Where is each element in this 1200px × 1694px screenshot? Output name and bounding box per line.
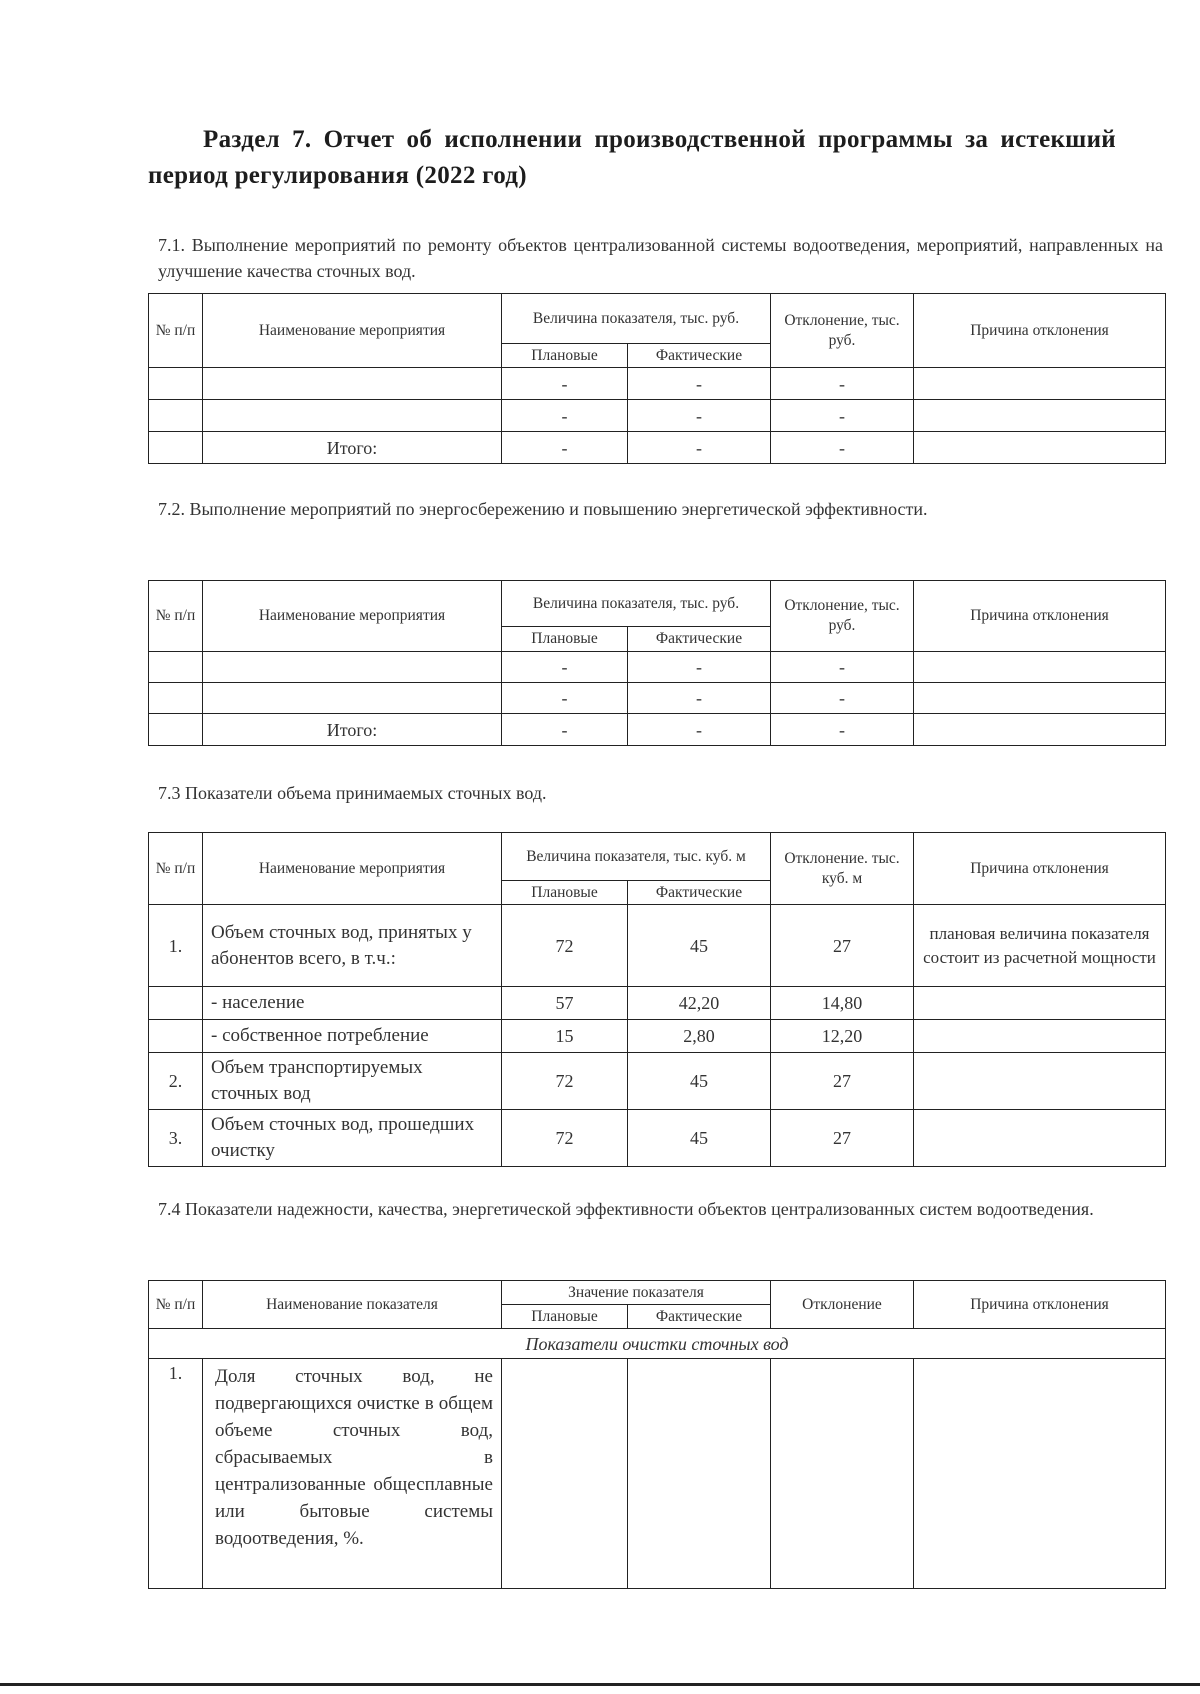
row-dev: 27 bbox=[771, 905, 914, 987]
section-title: Раздел 7. Отчет об исполнении производственной программы за истекший период регулирования (2022 год) bbox=[148, 126, 1116, 189]
row-fact: 45 bbox=[628, 1053, 771, 1110]
page-bottom-border bbox=[0, 1683, 1200, 1686]
s74-col-num: № п/п bbox=[149, 1281, 203, 1329]
row-reason bbox=[914, 1110, 1166, 1167]
s73-col-value: Величина показателя, тыс. куб. м bbox=[502, 833, 771, 881]
row-fact: 42,20 bbox=[628, 987, 771, 1020]
row-dev: - bbox=[771, 368, 914, 400]
row-fact bbox=[628, 1359, 771, 1589]
table-row bbox=[149, 368, 1166, 400]
total-row bbox=[149, 432, 1166, 464]
s71-col-reason: Причина отклонения bbox=[914, 294, 1166, 368]
s74-col-dev: Отклонение bbox=[771, 1281, 914, 1329]
row-name bbox=[203, 652, 502, 683]
total-fact: - bbox=[628, 714, 771, 746]
row-plan: - bbox=[502, 683, 628, 714]
row-name bbox=[203, 400, 502, 432]
s72-col-reason: Причина отклонения bbox=[914, 581, 1166, 652]
s71-col-value: Величина показателя, тыс. руб. bbox=[502, 294, 771, 344]
s74-col-fact: Фактические bbox=[628, 1305, 771, 1329]
table-row bbox=[149, 905, 1166, 987]
table-row bbox=[149, 1359, 1166, 1589]
total-fact: - bbox=[628, 432, 771, 464]
s72-heading: 7.2. Выполнение мероприятий по энергосбережению и повышению энергетической эффективности. bbox=[158, 499, 928, 519]
row-name: Объем сточных вод, прошедших очистку bbox=[203, 1110, 502, 1167]
row-fact: - bbox=[628, 683, 771, 714]
s71-col-dev: Отклонение, тыс. руб. bbox=[771, 294, 914, 368]
row-reason bbox=[914, 368, 1166, 400]
total-reason bbox=[914, 432, 1166, 464]
s72-col-value: Величина показателя, тыс. руб. bbox=[502, 581, 771, 627]
row-reason bbox=[914, 987, 1166, 1020]
row-name: Доля сточных вод, не подвергающихся очистке в общем объеме сточных вод, сбрасываемых в централизованные общесплавные или бытовые системы водоотведения, %. bbox=[203, 1359, 502, 1589]
row-plan: 72 bbox=[502, 1110, 628, 1167]
row-dev bbox=[771, 1359, 914, 1589]
row-plan: - bbox=[502, 652, 628, 683]
row-name: - население bbox=[203, 987, 502, 1020]
row-reason bbox=[914, 1053, 1166, 1110]
row-num bbox=[149, 1020, 203, 1053]
row-reason bbox=[914, 683, 1166, 714]
row-plan: - bbox=[502, 400, 628, 432]
s71-table bbox=[148, 293, 1166, 464]
s74-heading: 7.4 Показатели надежности, качества, энергетической эффективности объектов централизованных систем водоотведения. bbox=[158, 1199, 1094, 1219]
s72-table bbox=[148, 580, 1166, 746]
table-row bbox=[149, 987, 1166, 1020]
row-num bbox=[149, 368, 203, 400]
s73-col-name: Наименование мероприятия bbox=[203, 833, 502, 905]
row-num bbox=[149, 400, 203, 432]
total-dev: - bbox=[771, 714, 914, 746]
table-row bbox=[149, 400, 1166, 432]
row-fact: 45 bbox=[628, 1110, 771, 1167]
row-num: 3. bbox=[149, 1110, 203, 1167]
row-plan: 15 bbox=[502, 1020, 628, 1053]
row-fact: 2,80 bbox=[628, 1020, 771, 1053]
s73-table bbox=[148, 832, 1166, 1167]
s72-col-num: № п/п bbox=[149, 581, 203, 652]
group-row bbox=[149, 1329, 1166, 1359]
group-row-label: Показатели очистки сточных вод bbox=[149, 1329, 1166, 1359]
table-row bbox=[149, 1110, 1166, 1167]
row-dev: 14,80 bbox=[771, 987, 914, 1020]
row-dev: - bbox=[771, 400, 914, 432]
row-dev: 27 bbox=[771, 1110, 914, 1167]
s71-col-num: № п/п bbox=[149, 294, 203, 368]
row-reason bbox=[914, 1020, 1166, 1053]
row-dev: 27 bbox=[771, 1053, 914, 1110]
s72-col-plan: Плановые bbox=[502, 627, 628, 652]
s74-col-plan: Плановые bbox=[502, 1305, 628, 1329]
total-dev: - bbox=[771, 432, 914, 464]
s73-col-plan: Плановые bbox=[502, 881, 628, 905]
s71-heading: 7.1. Выполнение мероприятий по ремонту объектов централизованной системы водоотведения, мероприятий, направленных на улучшение качества сточных вод. bbox=[158, 235, 1163, 281]
s72-col-fact: Фактические bbox=[628, 627, 771, 652]
total-label: Итого: bbox=[203, 714, 502, 746]
total-row bbox=[149, 714, 1166, 746]
row-fact: - bbox=[628, 400, 771, 432]
s74-table bbox=[148, 1280, 1166, 1589]
row-reason bbox=[914, 1359, 1166, 1589]
row-fact: - bbox=[628, 368, 771, 400]
s72-col-name: Наименование мероприятия bbox=[203, 581, 502, 652]
row-name: Объем сточных вод, принятых у абонентов всего, в т.ч.: bbox=[203, 905, 502, 987]
row-plan bbox=[502, 1359, 628, 1589]
row-num: 1. bbox=[149, 905, 203, 987]
row-name: Объем транспортируемых сточных вод bbox=[203, 1053, 502, 1110]
row-num bbox=[149, 683, 203, 714]
s74-col-reason: Причина отклонения bbox=[914, 1281, 1166, 1329]
row-plan: 72 bbox=[502, 905, 628, 987]
s71-col-plan: Плановые bbox=[502, 344, 628, 368]
row-dev: 12,20 bbox=[771, 1020, 914, 1053]
row-reason: плановая величина показателя состоит из расчетной мощности bbox=[914, 905, 1166, 987]
row-num bbox=[149, 987, 203, 1020]
s73-col-dev: Отклонение. тыс. куб. м bbox=[771, 833, 914, 905]
s71-col-name: Наименование мероприятия bbox=[203, 294, 502, 368]
s74-col-value: Значение показателя bbox=[502, 1281, 771, 1305]
row-num bbox=[149, 652, 203, 683]
table-row bbox=[149, 683, 1166, 714]
row-plan: 72 bbox=[502, 1053, 628, 1110]
s73-col-num: № п/п bbox=[149, 833, 203, 905]
s74-col-name: Наименование показателя bbox=[203, 1281, 502, 1329]
row-dev: - bbox=[771, 683, 914, 714]
row-plan: 57 bbox=[502, 987, 628, 1020]
table-row bbox=[149, 652, 1166, 683]
row-name: - собственное потребление bbox=[203, 1020, 502, 1053]
row-name bbox=[203, 368, 502, 400]
table-row bbox=[149, 1053, 1166, 1110]
row-fact: 45 bbox=[628, 905, 771, 987]
s73-col-reason: Причина отклонения bbox=[914, 833, 1166, 905]
row-num: 1. bbox=[149, 1359, 203, 1589]
s73-col-fact: Фактические bbox=[628, 881, 771, 905]
s72-col-dev: Отклонение, тыс. руб. bbox=[771, 581, 914, 652]
row-dev: - bbox=[771, 652, 914, 683]
total-plan: - bbox=[502, 432, 628, 464]
total-label: Итого: bbox=[203, 432, 502, 464]
row-num: 2. bbox=[149, 1053, 203, 1110]
s73-heading: 7.3 Показатели объема принимаемых сточных вод. bbox=[158, 783, 547, 803]
row-reason bbox=[914, 652, 1166, 683]
row-plan: - bbox=[502, 368, 628, 400]
row-reason bbox=[914, 400, 1166, 432]
total-reason bbox=[914, 714, 1166, 746]
row-fact: - bbox=[628, 652, 771, 683]
table-row bbox=[149, 1020, 1166, 1053]
row-name bbox=[203, 683, 502, 714]
s71-col-fact: Фактические bbox=[628, 344, 771, 368]
total-plan: - bbox=[502, 714, 628, 746]
